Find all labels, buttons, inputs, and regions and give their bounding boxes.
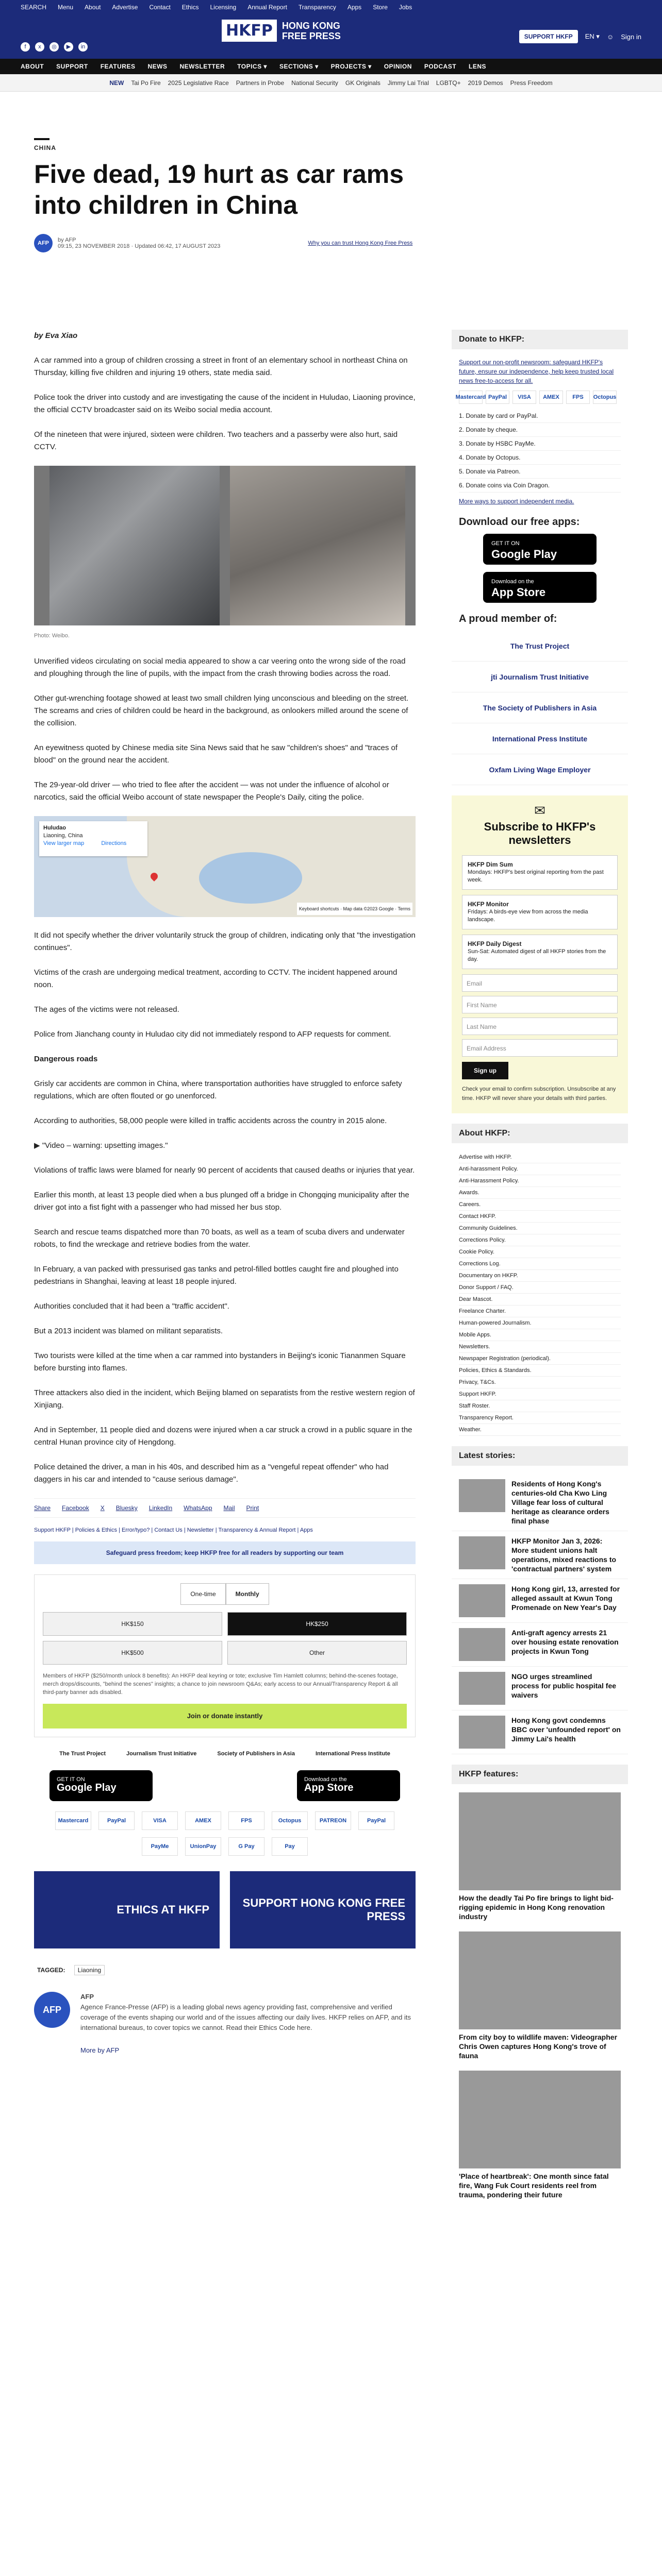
payment-logo: PayPal bbox=[98, 1811, 135, 1830]
share-bar bbox=[34, 1498, 416, 1518]
badge-small-text: GET IT ON bbox=[57, 1776, 85, 1783]
about-link[interactable]: Anti-Harassment Policy. bbox=[459, 1175, 621, 1187]
share-label: Share bbox=[34, 1504, 51, 1512]
payment-logo: VISA bbox=[512, 391, 536, 404]
trending-item[interactable]: 2019 Demos bbox=[468, 79, 503, 87]
feature-story[interactable] bbox=[452, 2071, 628, 2199]
story-thumbnail bbox=[459, 1584, 505, 1617]
amount-option-other[interactable]: Other bbox=[227, 1641, 407, 1665]
payment-logo: PayMe bbox=[142, 1837, 178, 1856]
embedded-map[interactable] bbox=[34, 816, 416, 917]
site-header bbox=[0, 14, 662, 59]
member-heading: A proud member of: bbox=[459, 613, 557, 624]
paragraph: Police from Jianchang county in Huludao city did not immediately respond to AFP requests for comment. bbox=[34, 1030, 391, 1039]
about-link[interactable]: Policies, Ethics & Standards. bbox=[459, 1365, 621, 1377]
badge-big-text: App Store bbox=[304, 1782, 354, 1793]
donate-way[interactable]: 2. Donate by cheque. bbox=[459, 423, 621, 437]
feature-title[interactable]: From city boy to wildlife maven: Videographer Chris Owen captures Hong Kong's trove of fauna bbox=[459, 2033, 618, 2060]
topbar-annual-report[interactable]: Annual Report bbox=[247, 4, 287, 11]
share-bluesky[interactable]: Bluesky bbox=[115, 1504, 138, 1512]
topbar-advertise[interactable]: Advertise bbox=[112, 4, 138, 11]
trending-bar bbox=[0, 74, 662, 92]
badge-big-text: App Store bbox=[491, 586, 546, 599]
story-title[interactable]: Hong Kong govt condemns BBC over 'unfounded report' on Jimmy Lai's health bbox=[511, 1716, 621, 1743]
about-link[interactable]: Documentary on HKFP. bbox=[459, 1270, 621, 1282]
about-links bbox=[452, 1151, 628, 1436]
about-link[interactable]: Mobile Apps. bbox=[459, 1329, 621, 1341]
topbar-ethics[interactable]: Ethics bbox=[181, 4, 199, 11]
paragraph: The ages of the victims were not released. bbox=[34, 1005, 179, 1014]
newsletter-email-input[interactable]: Email bbox=[462, 974, 618, 992]
paragraph: But a 2013 incident was blamed on militant separatists. bbox=[34, 1327, 223, 1335]
trust-link[interactable]: Why you can trust Hong Kong Free Press bbox=[308, 240, 413, 246]
photo-caption: Photo: Weibo. bbox=[34, 633, 70, 639]
email-address-input[interactable]: Email Address bbox=[462, 1039, 618, 1057]
byline-author[interactable]: by AFP bbox=[58, 237, 76, 243]
support-hkfp-button[interactable]: SUPPORT HKFP bbox=[519, 30, 578, 43]
paragraph: Police took the driver into custody and are investigating the cause of the incident in Huludao, Liaoning province, the official CCTV broadcaster said on its Weibo social media account. bbox=[34, 393, 416, 414]
partner-logo[interactable]: The Trust Project bbox=[452, 631, 628, 662]
latest-story[interactable] bbox=[452, 1531, 628, 1579]
sign-in-link[interactable]: Sign in bbox=[621, 32, 641, 41]
paragraph: And in September, 11 people died and dozens were injured when a car struck a crowd in a public square in the central Hunan province city of Hengdong. bbox=[34, 1426, 412, 1447]
tag-link[interactable]: Liaoning bbox=[74, 1965, 105, 1975]
feature-title[interactable]: 'Place of heartbreak': One month since fatal fire, Wang Fuk Court residents reel from trauma, pondering their future bbox=[459, 2172, 609, 2199]
newsletter-box bbox=[452, 795, 628, 1113]
map-directions-link[interactable]: Directions bbox=[101, 840, 127, 846]
latest-story[interactable] bbox=[452, 1710, 628, 1754]
last-name-input[interactable]: Last Name bbox=[462, 1018, 618, 1035]
x-icon[interactable]: x bbox=[35, 42, 44, 52]
about-link[interactable]: Contact HKFP. bbox=[459, 1211, 621, 1223]
main-nav bbox=[0, 59, 662, 74]
about-link[interactable]: Corrections Log. bbox=[459, 1258, 621, 1270]
option-desc: Mondays: HKFP's best original reporting from the past week. bbox=[468, 869, 604, 883]
paragraph: Victims of the crash are undergoing medical treatment, according to CCTV. The incident happened around noon. bbox=[34, 968, 398, 989]
user-icon[interactable]: ☺ bbox=[606, 32, 614, 41]
app-download-row bbox=[49, 1770, 400, 1801]
more-ways-link[interactable]: More ways to support independent media. bbox=[459, 498, 574, 505]
paragraph: Of the nineteen that were injured, sixteen were children. Two teachers and a passerby were also hurt, said CCTV. bbox=[34, 430, 398, 451]
about-link[interactable]: Freelance Charter. bbox=[459, 1306, 621, 1317]
trending-item[interactable]: GK Originals bbox=[345, 79, 380, 87]
social-links bbox=[21, 42, 88, 52]
feature-thumbnail bbox=[459, 1792, 621, 1890]
story-title[interactable]: Residents of Hong Kong's centuries-old Cha Kwo Ling Village fear loss of cultural heritage as clearance orders final phase bbox=[511, 1480, 609, 1525]
share-linkedin[interactable]: LinkedIn bbox=[148, 1504, 173, 1512]
nav-item-lens[interactable]: LENS bbox=[469, 63, 487, 70]
topbar-contact[interactable]: Contact bbox=[149, 4, 171, 11]
donate-way[interactable]: 4. Donate by Octopus. bbox=[459, 451, 621, 465]
topbar-jobs[interactable]: Jobs bbox=[399, 4, 412, 11]
payment-logo: PATREON bbox=[315, 1811, 351, 1830]
payment-logo: PayPal bbox=[486, 391, 509, 404]
paragraph: According to authorities, 58,000 people were killed in traffic accidents across the country in 2015 alone. bbox=[34, 1116, 387, 1125]
join-donate-button[interactable]: Join or donate instantly bbox=[43, 1704, 407, 1728]
share-print[interactable]: Print bbox=[246, 1504, 259, 1512]
trending-item[interactable]: Press Freedom bbox=[510, 79, 553, 87]
category-rule bbox=[34, 138, 49, 140]
paragraph: Other gut-wrenching footage showed at least two small children lying unconscious and bleeding on the street. The screams and cries of children could be heard in the background, as onlookers milled around the scene of the collision. bbox=[34, 694, 409, 727]
amount-option-selected[interactable]: HK$250 bbox=[227, 1612, 407, 1636]
feature-story[interactable] bbox=[452, 1931, 628, 2060]
paragraph: The 29-year-old driver — who tried to flee after the accident — was not under the influence of alcohol or narcotics, said the official Weibo account of state newspaper the People's Daily, citing the police. bbox=[34, 781, 389, 802]
partner-logo[interactable]: Oxfam Living Wage Employer bbox=[452, 754, 628, 785]
top-utility-bar bbox=[0, 0, 662, 14]
trending-item[interactable]: National Security bbox=[291, 79, 338, 87]
trending-label: NEW bbox=[109, 79, 124, 87]
badge-big-text: Google Play bbox=[491, 548, 557, 561]
feature-story[interactable] bbox=[452, 1792, 628, 1921]
paragraph: In February, a van packed with pressurised gas tanks and petrol-filled bottles caught fire and ploughed into pedestrians in Shanghai, leaving at least 18 people injured. bbox=[34, 1265, 399, 1286]
topbar-search[interactable]: SEARCH bbox=[21, 4, 47, 11]
about-link[interactable]: Privacy, T&Cs. bbox=[459, 1377, 621, 1388]
newsletter-note: Check your email to confirm subscription. Unsubscribe at any time. HKFP will never share your details with third parties. bbox=[462, 1086, 616, 1101]
nav-item-projects[interactable]: PROJECTS ▾ bbox=[330, 63, 372, 70]
map-subtitle: Liaoning, China bbox=[43, 833, 83, 839]
donate-way[interactable]: 1. Donate by card or PayPal. bbox=[459, 409, 621, 423]
about-link[interactable]: Newspaper Registration (periodical). bbox=[459, 1353, 621, 1365]
member-logo[interactable]: Journalism Trust Initiative bbox=[126, 1751, 197, 1757]
tab-monthly[interactable]: Monthly bbox=[226, 1583, 269, 1605]
ethics-banner[interactable]: ETHICS AT HKFP bbox=[34, 1871, 220, 1948]
author-box-avatar[interactable]: AFP bbox=[34, 1992, 70, 2028]
member-logo[interactable]: International Press Institute bbox=[315, 1751, 390, 1757]
trending-item[interactable]: 2025 Legislative Race bbox=[168, 79, 229, 87]
paragraph: Search and rescue teams dispatched more than 70 boats, as well as a team of scuba divers and underwater robots, to find the wreckage and retrieve bodies from the water. bbox=[34, 1228, 405, 1249]
site-logo[interactable] bbox=[222, 20, 341, 42]
trending-item[interactable]: Tai Po Fire bbox=[131, 79, 161, 87]
about-link[interactable]: Dear Mascot. bbox=[459, 1294, 621, 1306]
topbar-store[interactable]: Store bbox=[373, 4, 388, 11]
badge-big-text: Google Play bbox=[57, 1782, 117, 1793]
article-header bbox=[34, 138, 628, 252]
nav-item-news[interactable]: NEWS bbox=[147, 63, 168, 70]
sidebar-app-store-button[interactable] bbox=[483, 572, 597, 603]
partner-logo[interactable]: International Press Institute bbox=[452, 723, 628, 754]
story-thumbnail bbox=[459, 1672, 505, 1705]
story-title[interactable]: HKFP Monitor Jan 3, 2026: More student unions halt operations, mixed reactions to 'contractual partners' system bbox=[511, 1537, 617, 1573]
payment-logo: PayPal bbox=[358, 1811, 394, 1830]
payment-logo: VISA bbox=[142, 1811, 178, 1830]
author-box-bio: Agence France-Presse (AFP) is a leading global news agency providing fast, comprehensive and verified coverage of the events shaping our world and of the issues affecting our daily lives. HKFP relies on AFP, and its international bureaus, to cover topics we cannot. Read their Ethics Code here. bbox=[80, 2003, 411, 2031]
topbar-about[interactable]: About bbox=[85, 4, 101, 11]
share-facebook[interactable]: Facebook bbox=[62, 1504, 89, 1512]
about-link[interactable]: Cookie Policy. bbox=[459, 1246, 621, 1258]
article-photo bbox=[34, 466, 416, 625]
badge-small-text: Download on the bbox=[304, 1776, 347, 1783]
first-name-input[interactable]: First Name bbox=[462, 996, 618, 1013]
tags-label: TAGGED: bbox=[37, 1967, 65, 1974]
more-by-author-link[interactable]: More by AFP bbox=[80, 2046, 120, 2054]
partner-logo[interactable]: The Society of Publishers in Asia bbox=[452, 692, 628, 723]
mail-icon: ✉ bbox=[534, 803, 545, 818]
paragraph: Violations of traffic laws were blamed for nearly 90 percent of accidents that caused deaths or injuries that year. bbox=[34, 1166, 415, 1175]
feature-thumbnail bbox=[459, 1931, 621, 2029]
signup-button[interactable]: Sign up bbox=[462, 1062, 508, 1079]
safeguard-banner[interactable]: Safeguard press freedom; keep HKFP free for all readers by supporting our team bbox=[34, 1541, 416, 1564]
trending-item[interactable]: Partners in Probe bbox=[236, 79, 285, 87]
about-link[interactable]: Corrections Policy. bbox=[459, 1234, 621, 1246]
donate-way[interactable]: 5. Donate via Patreon. bbox=[459, 465, 621, 479]
youtube-icon[interactable]: ▶ bbox=[64, 42, 73, 52]
sidebar bbox=[452, 330, 628, 2210]
about-heading: About HKFP: bbox=[452, 1124, 628, 1143]
features-heading: HKFP features: bbox=[452, 1765, 628, 1784]
payment-logo: Pay bbox=[272, 1837, 308, 1856]
support-banner[interactable]: SUPPORT HONG KONG FREE PRESS bbox=[230, 1871, 416, 1948]
option-desc: Fridays: A birds-eye view from across the media landscape. bbox=[468, 909, 588, 923]
newsletter-title: Subscribe to HKFP's newsletters bbox=[484, 820, 596, 846]
donate-intro-link[interactable]: Support our non-profit newsroom: safeguard HKFP's future, ensure our independence, help keep trusted local news free-to-access for all. bbox=[459, 359, 614, 384]
payment-logo: UnionPay bbox=[185, 1837, 221, 1856]
author-avatar[interactable]: AFP bbox=[34, 234, 53, 252]
share-mail[interactable]: Mail bbox=[223, 1504, 235, 1512]
badge-small-text: Download on the bbox=[491, 579, 534, 585]
logo-text-line2: FREE PRESS bbox=[282, 30, 341, 41]
paragraph: Grisly car accidents are common in China, where transportation authorities have struggled to enforce safety regulations, which are often flouted or go unenforced. bbox=[34, 1079, 402, 1100]
logo-mark: HKFP bbox=[222, 20, 277, 42]
nav-item-support[interactable]: SUPPORT bbox=[56, 63, 88, 70]
article-author: by Eva Xiao bbox=[34, 331, 78, 340]
paragraph: Three attackers also died in the incident, which Beijing blamed on separatists from the restive western region of Xinjiang. bbox=[34, 1388, 415, 1410]
byline bbox=[34, 234, 628, 252]
article-category[interactable]: CHINA bbox=[34, 144, 56, 151]
paragraph: It did not specify whether the driver voluntarily struck the group of children, indicating only that "the investigation continues". bbox=[34, 931, 416, 952]
payment-logo: Mastercard bbox=[459, 391, 483, 404]
article-body bbox=[34, 330, 416, 2068]
share-whatsapp[interactable]: WhatsApp bbox=[184, 1504, 212, 1512]
feature-title[interactable]: How the deadly Tai Po fire brings to light bid-rigging epidemic in Hong Kong renovation industry bbox=[459, 1894, 614, 1921]
story-thumbnail bbox=[459, 1536, 505, 1569]
logo-text-line1: HONG KONG bbox=[282, 20, 340, 31]
story-title[interactable]: Hong Kong girl, 13, arrested for alleged assault at Kwun Tong Promenade on New Year's Day bbox=[511, 1585, 620, 1612]
option-desc: Sun-Sat: Automated digest of all HKFP stories from the day. bbox=[468, 948, 606, 962]
article-title: Five dead, 19 hurt as car rams into children in China bbox=[34, 160, 404, 219]
payment-logo: FPS bbox=[566, 391, 590, 404]
nav-item-opinion[interactable]: OPINION bbox=[384, 63, 412, 70]
story-title[interactable]: Anti-graft agency arrests 21 over housing estate renovation projects in Kwun Tong bbox=[511, 1629, 619, 1655]
topbar-apps[interactable]: Apps bbox=[347, 4, 362, 11]
option-title: HKFP Monitor bbox=[468, 901, 509, 908]
article-footer-links[interactable]: Support HKFP | Policies & Ethics | Error/typo? | Contact Us | Newsletter | Transparency & Annual Report | Apps bbox=[34, 1527, 313, 1533]
trending-item[interactable]: Jimmy Lai Trial bbox=[387, 79, 429, 87]
latest-story[interactable] bbox=[452, 1623, 628, 1667]
donation-widget bbox=[34, 1574, 416, 1737]
amount-option[interactable]: HK$500 bbox=[43, 1641, 222, 1665]
map-info-card bbox=[39, 821, 147, 856]
payment-logo: Octopus bbox=[272, 1811, 308, 1830]
about-link[interactable]: Transparency Report. bbox=[459, 1412, 621, 1424]
latest-heading: Latest stories: bbox=[452, 1446, 628, 1466]
payment-logo: Mastercard bbox=[55, 1811, 91, 1830]
payment-logo: G Pay bbox=[228, 1837, 264, 1856]
nav-item-topics[interactable]: TOPICS ▾ bbox=[237, 63, 267, 70]
nav-item-newsletter[interactable]: NEWSLETTER bbox=[179, 63, 225, 70]
paragraph: A car rammed into a group of children crossing a street in front of an elementary school in northeast China on Thursday, killing five children and injuring 19 others, state media said. bbox=[34, 356, 408, 377]
about-link[interactable]: Human-powered Journalism. bbox=[459, 1317, 621, 1329]
map-larger-link[interactable]: View larger map bbox=[43, 840, 85, 846]
about-link[interactable]: Awards. bbox=[459, 1187, 621, 1199]
paragraph: Unverified videos circulating on social media appeared to show a car veering onto the wrong side of the road and ploughing through the line of pupils, with the impact from the crash throwing bodies across the road. bbox=[34, 657, 406, 678]
nav-item-podcast[interactable]: PODCAST bbox=[424, 63, 457, 70]
language-select[interactable]: EN ▾ bbox=[585, 32, 600, 40]
video-embed-link[interactable]: ▶ "Video – warning: upsetting images." bbox=[34, 1141, 168, 1150]
about-link[interactable]: Donor Support / FAQ. bbox=[459, 1282, 621, 1294]
newsletter-option[interactable] bbox=[462, 855, 618, 890]
member-logos bbox=[34, 1748, 416, 1760]
app-store-button[interactable] bbox=[297, 1770, 400, 1801]
donate-way[interactable]: 6. Donate coins via Coin Dragon. bbox=[459, 479, 621, 493]
google-play-button[interactable] bbox=[49, 1770, 153, 1801]
payment-logo: AMEX bbox=[539, 391, 563, 404]
byline-dates: 09:15, 23 NOVEMBER 2018 · Updated 06:42, 17 AUGUST 2023 bbox=[58, 243, 221, 249]
option-title: HKFP Daily Digest bbox=[468, 940, 522, 947]
topbar-menu[interactable]: Menu bbox=[58, 4, 74, 11]
about-link[interactable]: Staff Roster. bbox=[459, 1400, 621, 1412]
paragraph: Police detained the driver, a man in his 40s, and described him as a "vengeful repeat offender" who had daggers in his car and intended to "cause serious damage". bbox=[34, 1463, 389, 1484]
topbar-transparency[interactable]: Transparency bbox=[298, 4, 336, 11]
map-credit: Keyboard shortcuts · Map data ©2023 Google · Terms bbox=[297, 903, 412, 915]
topbar-licensing[interactable]: Licensing bbox=[210, 4, 237, 11]
about-link[interactable]: Anti-harassment Policy. bbox=[459, 1163, 621, 1175]
about-link[interactable]: Careers. bbox=[459, 1199, 621, 1211]
partner-logo[interactable]: jti Journalism Trust Initiative bbox=[452, 662, 628, 692]
tab-one-time[interactable]: One-time bbox=[180, 1583, 225, 1605]
story-thumbnail bbox=[459, 1479, 505, 1512]
nav-item-about[interactable]: ABOUT bbox=[21, 63, 44, 70]
apps-heading: Download our free apps: bbox=[459, 516, 580, 528]
story-title[interactable]: NGO urges streamlined process for public hospital fee waivers bbox=[511, 1672, 617, 1699]
share-x[interactable]: X bbox=[100, 1504, 105, 1512]
about-link[interactable]: Support HKFP. bbox=[459, 1388, 621, 1400]
latest-story[interactable] bbox=[452, 1474, 628, 1531]
tags-row bbox=[34, 1964, 416, 1976]
about-link[interactable]: Newsletters. bbox=[459, 1341, 621, 1353]
membership-note: Members of HKFP ($250/month unlock 8 benefits): An HKFP deal keyring or tote; exclusive Tim Hamlett columns; behind-the-scenes footage, merch drops/discounts, "behind the scenes" insights; a chance to join newsroom Q&As; early access to our Annual/Transparency Report & all third-party banner ads disabled. bbox=[43, 1673, 398, 1696]
story-thumbnail bbox=[459, 1716, 505, 1749]
trending-item[interactable]: LGBTQ+ bbox=[436, 79, 461, 87]
paragraph: Earlier this month, at least 13 people died when a bus plunged off a bridge in Chongqing municipality after the driver got into a fist fight with a passenger who had missed her bus stop. bbox=[34, 1191, 409, 1212]
about-link[interactable]: Advertise with HKFP. bbox=[459, 1151, 621, 1163]
linkedin-icon[interactable]: in bbox=[78, 42, 88, 52]
payment-logo: AMEX bbox=[185, 1811, 221, 1830]
instagram-icon[interactable]: ◎ bbox=[49, 42, 59, 52]
option-title: HKFP Dim Sum bbox=[468, 861, 513, 868]
story-thumbnail bbox=[459, 1628, 505, 1661]
badge-small-text: GET IT ON bbox=[491, 540, 520, 547]
author-box-name[interactable]: AFP bbox=[80, 1993, 94, 2001]
nav-item-sections[interactable]: SECTIONS ▾ bbox=[279, 63, 319, 70]
feature-thumbnail bbox=[459, 2071, 621, 2168]
payment-methods bbox=[34, 1811, 416, 1856]
paragraph: Authorities concluded that it had been a "traffic accident". bbox=[34, 1302, 229, 1311]
latest-story[interactable] bbox=[452, 1667, 628, 1710]
member-logo[interactable]: Society of Publishers in Asia bbox=[217, 1751, 295, 1757]
about-link[interactable]: Community Guidelines. bbox=[459, 1223, 621, 1234]
map-title: Huludao bbox=[43, 825, 66, 831]
latest-story[interactable] bbox=[452, 1579, 628, 1623]
newsletter-option[interactable] bbox=[462, 895, 618, 929]
member-logo[interactable]: The Trust Project bbox=[59, 1751, 106, 1757]
sidebar-google-play-button[interactable] bbox=[483, 534, 597, 565]
donate-heading: Donate to HKFP: bbox=[452, 330, 628, 349]
author-box bbox=[34, 1992, 416, 2068]
payment-logo: Octopus bbox=[593, 391, 617, 404]
paragraph: Two tourists were killed at the time when a car rammed into bystanders in Beijing's iconic Tiananmen Square before bursting into flames. bbox=[34, 1351, 406, 1372]
subheading: Dangerous roads bbox=[34, 1055, 98, 1063]
nav-item-features[interactable]: FEATURES bbox=[100, 63, 136, 70]
paragraph: An eyewitness quoted by Chinese media site Sina News said that he saw "children's shoes" and "traces of blood" on the ground near the accident. bbox=[34, 743, 398, 765]
about-link[interactable]: Weather. bbox=[459, 1424, 621, 1436]
facebook-icon[interactable]: f bbox=[21, 42, 30, 52]
donate-way[interactable]: 3. Donate by HSBC PayMe. bbox=[459, 437, 621, 451]
newsletter-option[interactable] bbox=[462, 935, 618, 969]
sidebar-payment-logos bbox=[455, 391, 621, 404]
payment-logo: FPS bbox=[228, 1811, 264, 1830]
donate-ways-list bbox=[452, 409, 628, 493]
amount-option[interactable]: HK$150 bbox=[43, 1612, 222, 1636]
